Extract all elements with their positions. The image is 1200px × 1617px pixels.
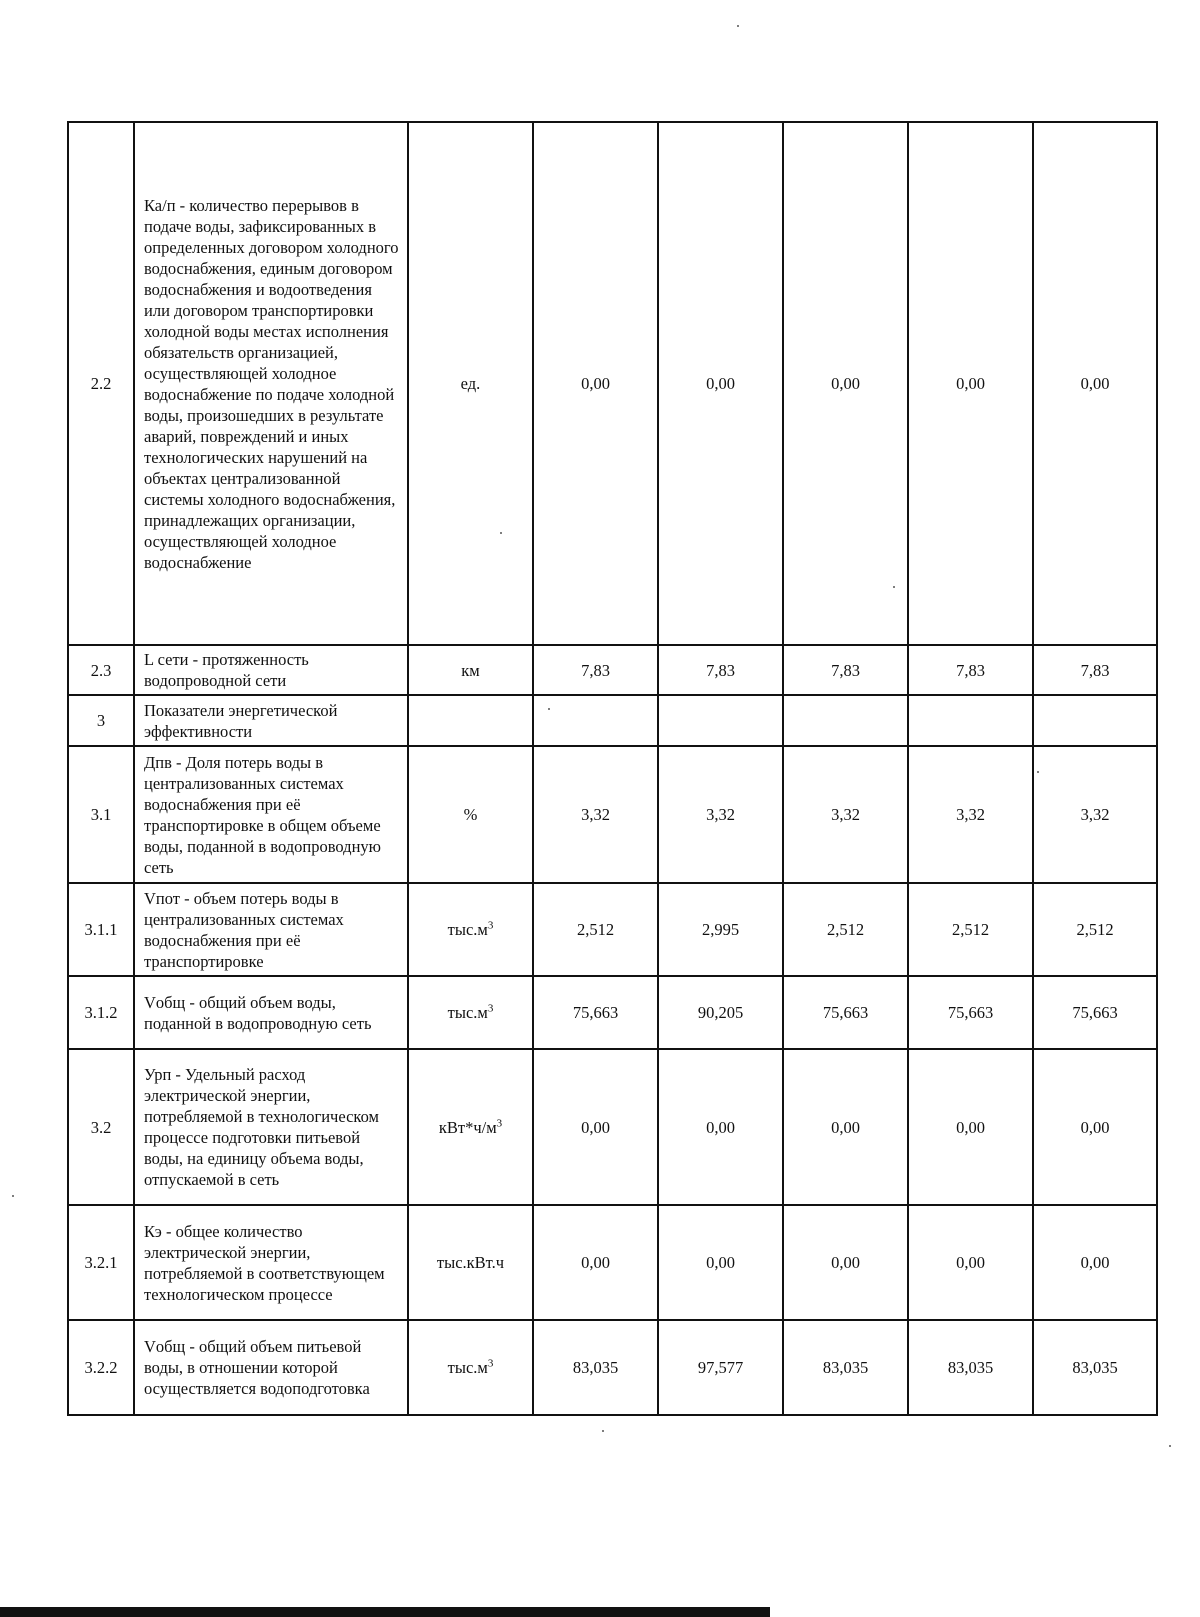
- unit-cell: [408, 976, 533, 1049]
- value-cell: 7,83: [533, 645, 658, 695]
- value-cell: [1033, 695, 1157, 746]
- value-cell: 0,00: [908, 1205, 1033, 1320]
- value-cell: 2,512: [908, 883, 1033, 976]
- value-cell: 2,512: [783, 883, 908, 976]
- value-cell: 2,512: [1033, 883, 1157, 976]
- row-number: 3.2: [68, 1049, 134, 1205]
- unit-cell: [408, 695, 533, 746]
- value-cell: 7,83: [783, 645, 908, 695]
- unit-cell: [408, 1205, 533, 1320]
- unit-cell: [408, 122, 533, 645]
- value-cell: 90,205: [658, 976, 783, 1049]
- indicator-description: Vобщ - общий объем воды, поданной в водопроводную сеть: [134, 976, 408, 1049]
- value-cell: [533, 695, 658, 746]
- row-number: 3.1.2: [68, 976, 134, 1049]
- unit-cell: [408, 645, 533, 695]
- value-cell: 3,32: [908, 746, 1033, 883]
- unit-label: тыс.м: [447, 920, 488, 939]
- value-cell: 0,00: [1033, 122, 1157, 645]
- table-body: [68, 122, 1157, 1415]
- unit-superscript: 3: [487, 1002, 494, 1015]
- scan-speck: [1169, 1445, 1171, 1447]
- value-cell: 0,00: [658, 1049, 783, 1205]
- table-row: [68, 1049, 1157, 1205]
- unit-label: тыс.м: [447, 1358, 488, 1377]
- unit-label: %: [463, 805, 478, 824]
- value-cell: 7,83: [1033, 645, 1157, 695]
- row-number: 3.2.1: [68, 1205, 134, 1320]
- value-cell: 83,035: [1033, 1320, 1157, 1415]
- value-cell: 75,663: [783, 976, 908, 1049]
- table-row: [68, 645, 1157, 695]
- unit-label: км: [461, 660, 480, 680]
- unit-superscript: 3: [487, 1357, 494, 1370]
- scan-speck: [602, 1430, 604, 1432]
- row-number: 2.2: [68, 122, 134, 645]
- row-number: 3.1: [68, 746, 134, 883]
- value-cell: 0,00: [908, 1049, 1033, 1205]
- unit-label: кВт*ч/м: [438, 1117, 497, 1137]
- indicators-table: [67, 121, 1158, 1416]
- unit-superscript: 3: [487, 919, 494, 932]
- indicator-description: Ка/п - количество перерывов в подаче воды, зафиксированных в определенных договором холодного водоснабжения, единым договором водоснабжения и водоотведения или договором транспортировки холодной воды местах исполнения обязательств организацией, осуществляющей холодное водоснабжение по подаче холодной воды, произошедших в результате аварий, повреждений и иных технологических нарушений на объектах централизованной системы холодного водоснабжения, принадлежащих организации, осуществляющей холодное водоснабжение: [134, 122, 408, 645]
- unit-cell: [408, 1049, 533, 1205]
- value-cell: 2,995: [658, 883, 783, 976]
- scan-speck: [1037, 771, 1039, 773]
- value-cell: 7,83: [658, 645, 783, 695]
- value-cell: 2,512: [533, 883, 658, 976]
- unit-label: тыс.м: [447, 1003, 488, 1022]
- value-cell: 3,32: [1033, 746, 1157, 883]
- value-cell: 3,32: [658, 746, 783, 883]
- table-row: [68, 1205, 1157, 1320]
- scan-speck: [500, 532, 502, 534]
- scan-speck: [548, 708, 550, 710]
- indicator-description: Vпот - объем потерь воды в централизованных системах водоснабжения при её транспортировке: [134, 883, 408, 976]
- value-cell: 0,00: [908, 122, 1033, 645]
- indicator-description: Кэ - общее количество электрической энергии, потребляемой в соответствующем технологическом процессе: [134, 1205, 408, 1320]
- value-cell: [783, 695, 908, 746]
- unit-superscript: 3: [496, 1117, 503, 1129]
- unit-label: ед.: [460, 374, 481, 393]
- row-number: 2.3: [68, 645, 134, 695]
- value-cell: 0,00: [658, 1205, 783, 1320]
- value-cell: 0,00: [783, 122, 908, 645]
- unit-cell: [408, 1320, 533, 1415]
- indicator-description: Урп - Удельный расход электрической энергии, потребляемой в технологическом процессе подготовки питьевой воды, на единицу объема воды, отпускаемой в сеть: [134, 1049, 408, 1205]
- scan-edge-bar: [0, 1607, 770, 1617]
- unit-label: тыс.кВт.ч: [436, 1253, 505, 1272]
- indicator-description: Дпв - Доля потерь воды в централизованных системах водоснабжения при её транспортировке в общем объеме воды, поданной в водопроводную сеть: [134, 746, 408, 883]
- value-cell: 0,00: [1033, 1205, 1157, 1320]
- table-row: [68, 883, 1157, 976]
- value-cell: 0,00: [658, 122, 783, 645]
- value-cell: 75,663: [1033, 976, 1157, 1049]
- value-cell: 0,00: [533, 122, 658, 645]
- indicator-description: L сети - протяженность водопроводной сети: [134, 645, 408, 695]
- value-cell: 0,00: [1033, 1049, 1157, 1205]
- indicator-description: Vобщ - общий объем питьевой воды, в отношении которой осуществляется водоподготовка: [134, 1320, 408, 1415]
- scan-speck: [12, 1195, 14, 1197]
- indicator-description: Показатели энергетической эффективности: [134, 695, 408, 746]
- table-row: [68, 746, 1157, 883]
- value-cell: 75,663: [533, 976, 658, 1049]
- unit-cell: [408, 883, 533, 976]
- table-row: [68, 1320, 1157, 1415]
- value-cell: [658, 695, 783, 746]
- scan-speck: [737, 25, 739, 27]
- value-cell: 97,577: [658, 1320, 783, 1415]
- table-row: [68, 122, 1157, 645]
- value-cell: 75,663: [908, 976, 1033, 1049]
- value-cell: 0,00: [533, 1049, 658, 1205]
- unit-cell: [408, 746, 533, 883]
- value-cell: 83,035: [533, 1320, 658, 1415]
- value-cell: 3,32: [533, 746, 658, 883]
- value-cell: 3,32: [783, 746, 908, 883]
- value-cell: 83,035: [908, 1320, 1033, 1415]
- table-row: [68, 976, 1157, 1049]
- value-cell: 0,00: [783, 1049, 908, 1205]
- value-cell: [908, 695, 1033, 746]
- row-number: 3: [68, 695, 134, 746]
- row-number: 3.2.2: [68, 1320, 134, 1415]
- row-number: 3.1.1: [68, 883, 134, 976]
- value-cell: 83,035: [783, 1320, 908, 1415]
- value-cell: 0,00: [783, 1205, 908, 1320]
- value-cell: 7,83: [908, 645, 1033, 695]
- value-cell: 0,00: [533, 1205, 658, 1320]
- scan-speck: [893, 586, 895, 588]
- table-row: [68, 695, 1157, 746]
